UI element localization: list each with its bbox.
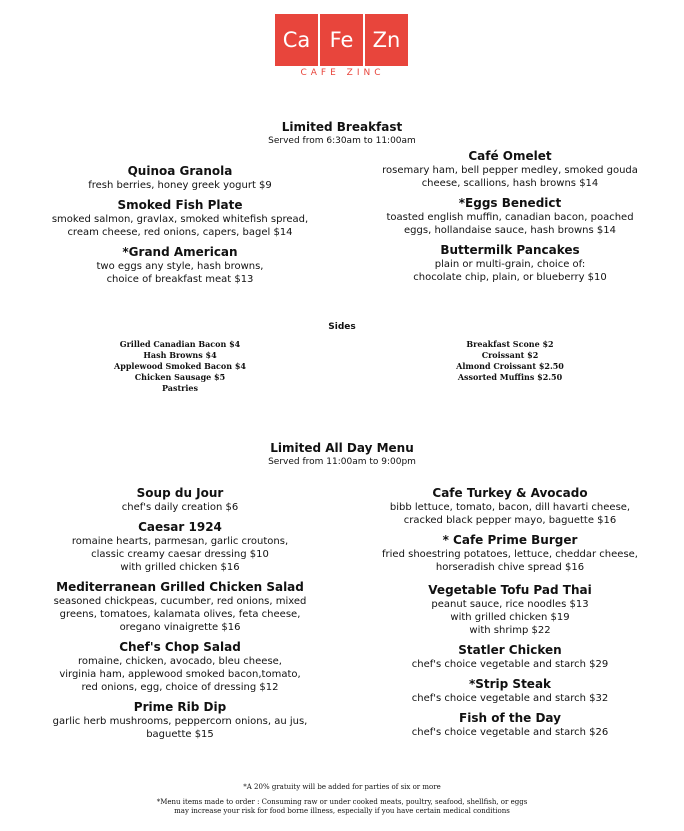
- menu-item: [30, 579, 330, 634]
- side-item: Applewood Smoked Bacon $4: [114, 361, 246, 371]
- menu-item: [360, 582, 660, 637]
- breakfast-title: Limited Breakfast: [281, 120, 403, 134]
- item-desc: peanut sauce, rice noodles $13 with grilled chicken $19 with shrimp $22: [431, 599, 589, 636]
- side-item: Pastries: [161, 383, 199, 393]
- item-desc: chef's choice vegetable and starch $26: [411, 727, 609, 738]
- item-name: *Eggs Benedict: [458, 196, 562, 210]
- menu-item: [360, 532, 660, 574]
- logo-box-ca: Ca: [275, 14, 318, 66]
- logo-subtitle: CAFE ZINC: [300, 68, 385, 78]
- side-item: Almond Croissant $2.50: [456, 361, 564, 371]
- item-desc: romaine, chicken, avocado, bleu cheese, virginia ham, applewood smoked bacon,tomato, red onions, egg, choice of dressing $12: [59, 656, 301, 693]
- menu-item: [30, 485, 330, 514]
- menu-item: [30, 639, 330, 694]
- item-desc: rosemary ham, bell pepper medley, smoked gouda cheese, scallions, hash browns $14: [382, 165, 638, 189]
- logo-box-zn: Zn: [365, 14, 408, 66]
- item-desc: two eggs any style, hash browns, choice of breakfast meat $13: [96, 261, 264, 285]
- logo-box-fe: Fe: [320, 14, 363, 66]
- side-item: Grilled Canadian Bacon $4: [119, 339, 241, 349]
- gratuity-note: *A 20% gratuity will be added for parties of six or more: [243, 783, 441, 791]
- menu-item: [360, 710, 660, 739]
- allday-hours: Served from 11:00am to 9:00pm: [268, 457, 416, 467]
- allday-right-column: [360, 485, 660, 744]
- menu-item: [360, 485, 660, 527]
- side-item: Croissant $2: [481, 350, 539, 360]
- menu-item: [360, 642, 660, 671]
- sides-title: Sides: [328, 322, 356, 332]
- breakfast-right-column: [365, 148, 655, 289]
- item-name: Prime Rib Dip: [133, 700, 227, 714]
- item-desc: chef's daily creation $6: [121, 502, 239, 513]
- food-warning-line-2: may increase your risk for food borne illness, especially if you have certain medical conditions: [174, 807, 510, 815]
- item-name: *Grand American: [122, 245, 238, 259]
- item-name: *Strip Steak: [468, 677, 552, 691]
- sides-right-column: [400, 339, 620, 383]
- item-desc: garlic herb mushrooms, peppercorn onions, au jus, baguette $15: [52, 716, 308, 740]
- side-item: Assorted Muffins $2.50: [457, 372, 563, 382]
- item-name: * Cafe Prime Burger: [442, 533, 578, 547]
- item-desc: plain or multi-grain, choice of: chocolate chip, plain, or blueberry $10: [413, 259, 607, 283]
- menu-item: [40, 197, 320, 239]
- item-desc: romaine hearts, parmesan, garlic croutons, classic creamy caesar dressing $10 with grilled chicken $16: [71, 536, 289, 573]
- item-name: Quinoa Granola: [127, 164, 233, 178]
- item-desc: bibb lettuce, tomato, bacon, dill havarti cheese, cracked black pepper mayo, baguette $16: [389, 502, 631, 526]
- menu-item: [40, 163, 320, 192]
- item-desc: chef's choice vegetable and starch $29: [411, 659, 609, 670]
- food-warning-line-1: *Menu items made to order : Consuming raw or under cooked meats, poultry, seafood, shellfish, or eggs: [156, 798, 528, 806]
- menu-item: [365, 148, 655, 190]
- item-desc: seasoned chickpeas, cucumber, red onions, mixed greens, tomatoes, kalamata olives, feta cheese, oregano vinaigrette $16: [53, 596, 307, 633]
- item-name: Vegetable Tofu Pad Thai: [428, 583, 592, 597]
- menu-item: [40, 244, 320, 286]
- allday-left-column: [30, 485, 330, 746]
- menu-item: [30, 699, 330, 741]
- item-desc: smoked salmon, gravlax, smoked whitefish spread, cream cheese, red onions, capers, bagel $14: [51, 214, 309, 238]
- item-name: Cafe Turkey & Avocado: [432, 486, 588, 500]
- item-name: Fish of the Day: [459, 711, 561, 725]
- menu-item: [365, 195, 655, 237]
- side-item: Breakfast Scone $2: [466, 339, 554, 349]
- item-name: Chef's Chop Salad: [119, 640, 241, 654]
- item-desc: fresh berries, honey greek yogurt $9: [88, 180, 272, 191]
- breakfast-left-column: [40, 163, 320, 291]
- breakfast-hours: Served from 6:30am to 11:00am: [268, 136, 416, 146]
- item-desc: toasted english muffin, canadian bacon, poached eggs, hollandaise sauce, hash browns $14: [386, 212, 634, 236]
- menu-item: [360, 676, 660, 705]
- side-item: Chicken Sausage $5: [134, 372, 226, 382]
- item-name: Caesar 1924: [138, 520, 222, 534]
- item-desc: chef's choice vegetable and starch $32: [411, 693, 609, 704]
- item-name: Smoked Fish Plate: [117, 198, 243, 212]
- item-name: Mediterranean Grilled Chicken Salad: [56, 580, 304, 594]
- side-item: Hash Browns $4: [143, 350, 217, 360]
- item-name: Soup du Jour: [136, 486, 224, 500]
- item-desc: fried shoestring potatoes, lettuce, cheddar cheese, horseradish chive spread $16: [382, 549, 638, 573]
- sides-left-column: [70, 339, 290, 394]
- menu-item: [365, 242, 655, 284]
- item-name: Buttermilk Pancakes: [440, 243, 580, 257]
- allday-title: Limited All Day Menu: [270, 441, 414, 455]
- cafe-zinc-logo: [275, 14, 410, 82]
- item-name: Statler Chicken: [458, 643, 562, 657]
- item-name: Café Omelet: [468, 149, 552, 163]
- menu-item: [30, 519, 330, 574]
